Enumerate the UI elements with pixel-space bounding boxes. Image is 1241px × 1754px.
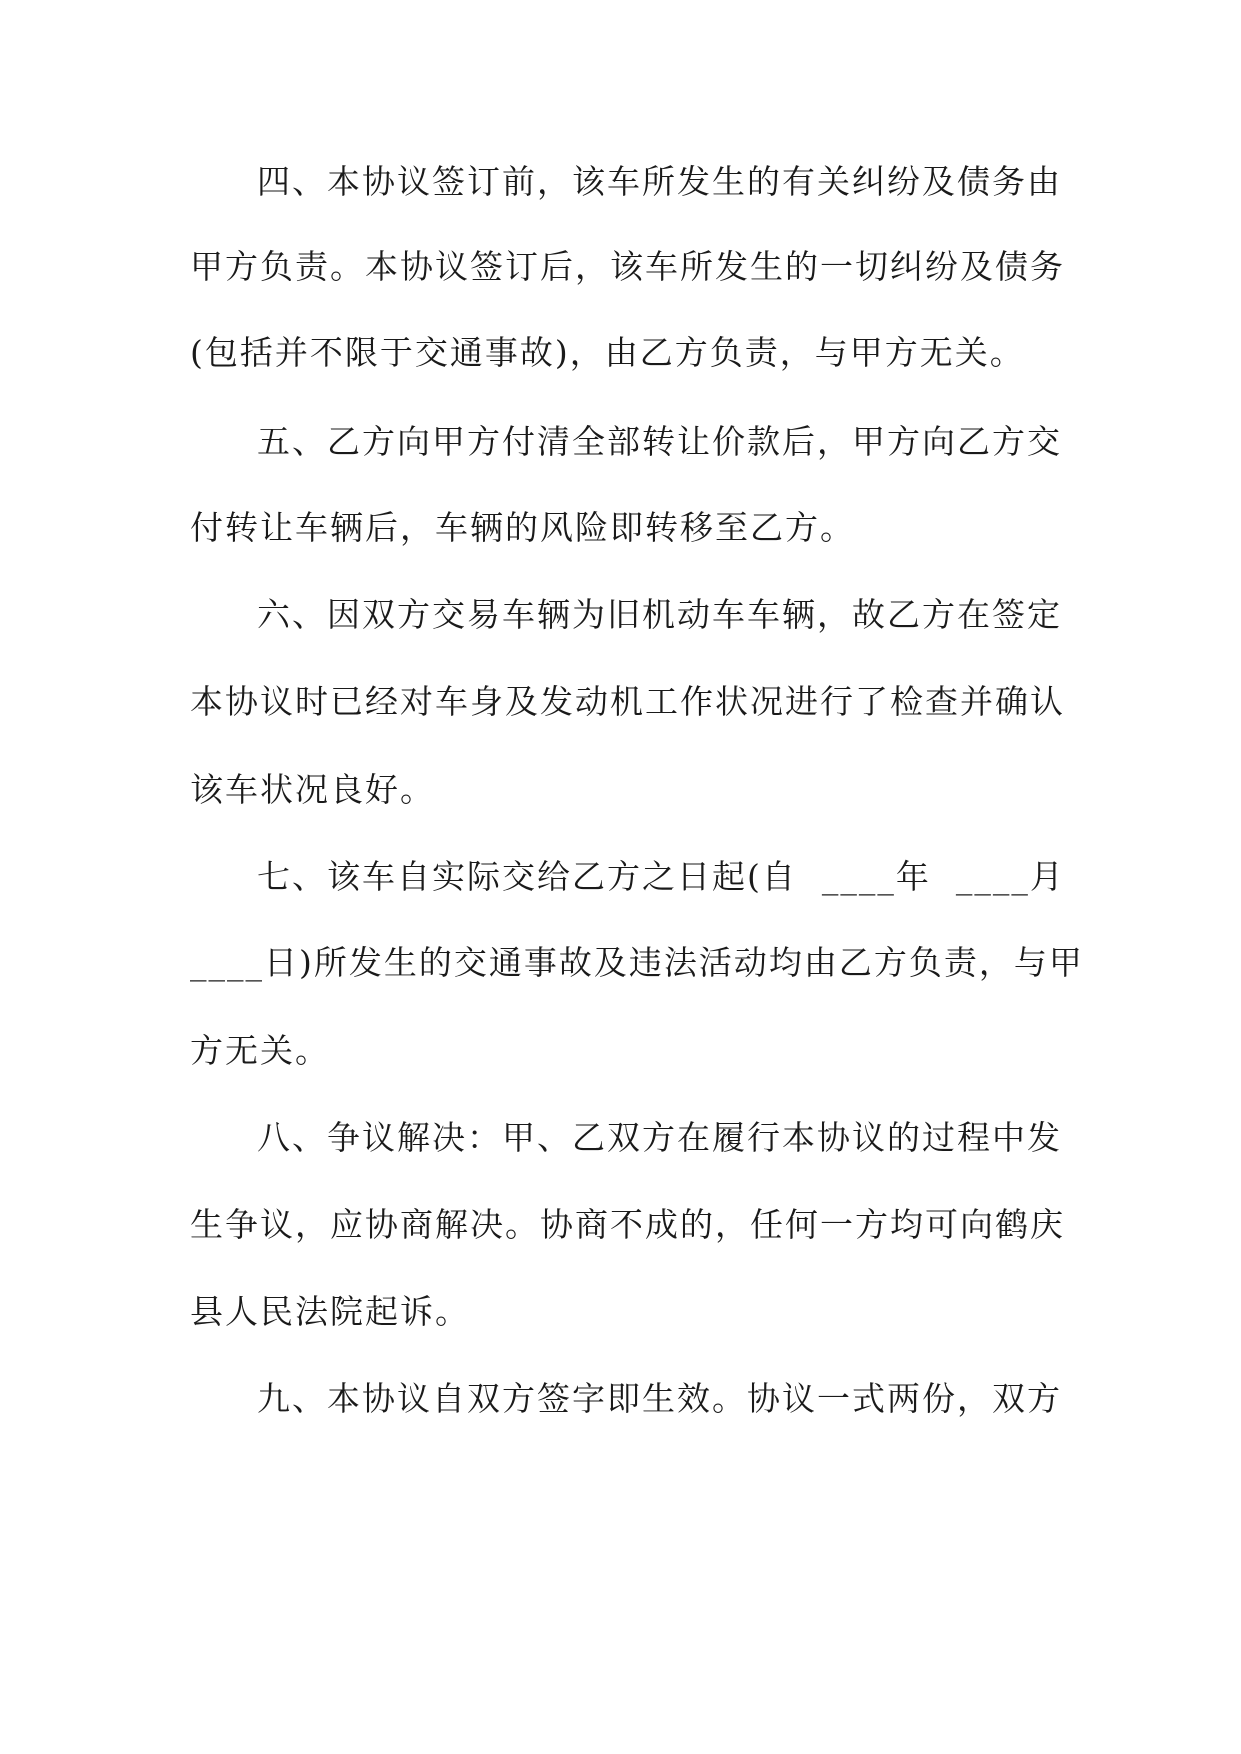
clause-9-line-1: 九、本协议自双方签字即生效。协议一式两份，双方 — [257, 1379, 1062, 1418]
clause-7-line-2: ____日)所发生的交通事故及违法活动均由乙方负责，与甲 — [190, 943, 1084, 982]
clause-4-line-3: (包括并不限于交通事故)，由乙方负责，与甲方无关。 — [190, 333, 1025, 372]
clause-5-line-2: 付转让车辆后，车辆的风险即转移至乙方。 — [190, 508, 855, 547]
clause-6-line-1: 六、因双方交易车辆为旧机动车车辆，故乙方在签定 — [257, 595, 1062, 634]
clause-5-line-1: 五、乙方向甲方付清全部转让价款后，甲方向乙方交 — [257, 422, 1062, 461]
clause-8-line-1: 八、争议解决：甲、乙双方在履行本协议的过程中发 — [257, 1118, 1062, 1157]
clause-4-line-2: 甲方负责。本协议签订后，该车所发生的一切纠纷及债务 — [190, 247, 1065, 286]
clause-8-line-2: 生争议，应协商解决。协商不成的，任何一方均可向鹤庆 — [190, 1205, 1065, 1244]
clause-8-line-3: 县人民法院起诉。 — [190, 1292, 470, 1331]
clause-6-line-2: 本协议时已经对车身及发动机工作状况进行了检查并确认 — [190, 682, 1065, 721]
clause-6-line-3: 该车状况良好。 — [190, 770, 435, 809]
clause-7-line-1: 七、该车自实际交给乙方之日起(自 ____年 ____月 — [257, 857, 1065, 896]
clause-4-line-1: 四、本协议签订前，该车所发生的有关纠纷及债务由 — [257, 162, 1062, 201]
clause-7-line-3: 方无关。 — [190, 1031, 330, 1070]
